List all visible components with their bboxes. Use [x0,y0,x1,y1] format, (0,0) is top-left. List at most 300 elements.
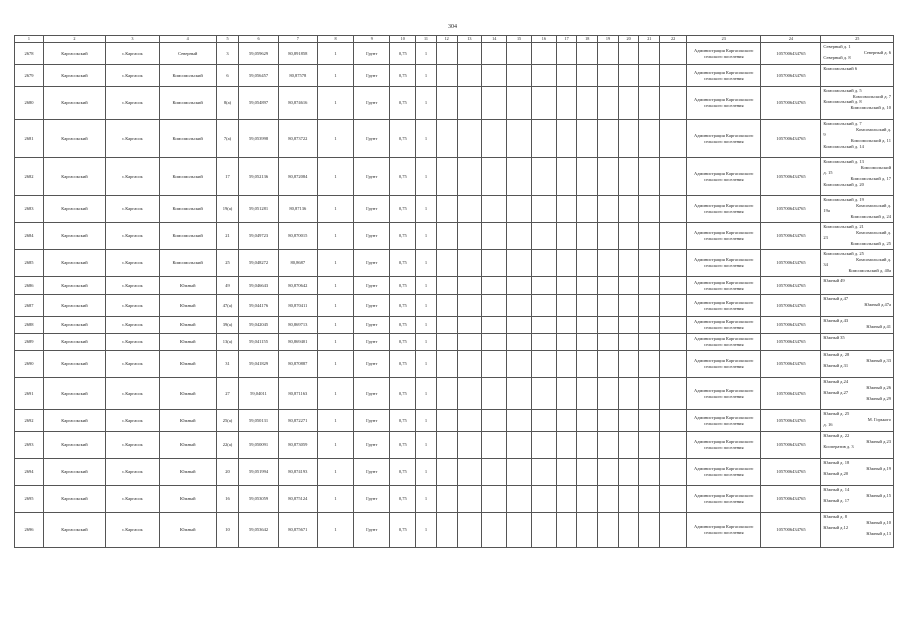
record-number: 2686 [15,277,44,295]
empty-cell [618,277,639,295]
empty-cell [436,317,457,334]
ogrn-cell: 1057006434765 [761,250,821,277]
empty-cell [436,410,457,432]
container-count-cell: 1 [416,378,437,410]
district-cell: Каргасокский [43,87,105,120]
empty-cell [482,410,507,432]
table-row [15,459,894,486]
empty-cell [531,223,556,250]
empty-cell [531,277,556,295]
served-addresses-cell [821,410,894,432]
owner-organization-cell: Администрация Каргасокского сельского поселения [687,334,761,351]
served-address: Южный д.24 [823,379,849,384]
quantity-cell: 1 [317,459,353,486]
record-number: 2691 [15,378,44,410]
ogrn-cell: 1057006434765 [761,196,821,223]
longitude-cell: 80,870015 [278,223,317,250]
served-address: 34 [823,262,828,268]
empty-cell [639,486,660,513]
longitude-cell: 80,872271 [278,410,317,432]
owner-organization-cell: Администрация Каргасокского сельского поселения [687,351,761,378]
district-cell: Каргасокский [43,43,105,65]
empty-cell [482,295,507,317]
empty-cell [436,196,457,223]
served-address: Южный д.47а [864,301,891,307]
longitude-cell: 80,873059 [278,432,317,459]
served-addresses-cell [821,196,894,223]
quantity-cell: 1 [317,87,353,120]
house-number-cell: 39(а) [216,317,239,334]
longitude-cell: 80,874616 [278,87,317,120]
area-cell: 0,75 [390,277,416,295]
empty-cell [457,317,482,334]
empty-cell [482,334,507,351]
longitude-cell: 80,87136 [278,196,317,223]
latitude-cell: 59,053642 [239,513,278,548]
ogrn-cell: 1057006434765 [761,486,821,513]
area-cell: 0,75 [390,65,416,87]
empty-cell [598,87,619,120]
quantity-cell: 1 [317,432,353,459]
served-address: Комсомольский д. 7 [823,121,862,126]
column-number-header: 24 [761,36,821,43]
empty-cell [660,158,687,196]
settlement-cell: с.Каргасок [106,410,160,432]
empty-cell [639,432,660,459]
ogrn-cell: 1057006434765 [761,317,821,334]
record-number: 2679 [15,65,44,87]
empty-cell [639,295,660,317]
quantity-cell: 1 [317,43,353,65]
empty-cell [618,459,639,486]
empty-cell [639,317,660,334]
empty-cell [618,317,639,334]
empty-cell [457,410,482,432]
container-count-cell: 1 [416,250,437,277]
owner-organization-cell: Администрация Каргасокского сельского поселения [687,87,761,120]
empty-cell [598,295,619,317]
house-number-cell: 47(а) [216,295,239,317]
empty-cell [531,432,556,459]
house-number-cell: 27 [216,378,239,410]
settlement-cell: с.Каргасок [106,459,160,486]
served-address: Северный д. 1 [823,44,851,49]
house-number-cell: 22(а) [216,432,239,459]
quantity-cell: 1 [317,486,353,513]
settlement-cell: с.Каргасок [106,158,160,196]
empty-cell [618,250,639,277]
empty-cell [577,196,598,223]
street-cell: Южный [159,295,216,317]
served-address: Южный д.20 [823,471,849,477]
owner-organization-cell: Администрация Каргасокского сельского поселения [687,459,761,486]
empty-cell [556,120,577,158]
empty-cell [531,295,556,317]
area-cell: 0,75 [390,334,416,351]
empty-cell [531,334,556,351]
street-cell: Комсомольский [159,87,216,120]
empty-cell [618,351,639,378]
house-number-cell: 16 [216,486,239,513]
container-count-cell: 1 [416,486,437,513]
column-number-header: 10 [390,36,416,43]
surface-type-cell: Грунт [354,120,390,158]
latitude-cell: 59,056457 [239,65,278,87]
street-cell: Комсомольский [159,65,216,87]
surface-type-cell: Грунт [354,277,390,295]
empty-cell [577,277,598,295]
street-cell: Комсомольский [159,120,216,158]
ogrn-cell: 1057006434765 [761,334,821,351]
empty-cell [577,65,598,87]
table-row [15,65,894,87]
empty-cell [436,87,457,120]
empty-cell [639,223,660,250]
column-number-header: 8 [317,36,353,43]
table-row [15,486,894,513]
house-number-cell: 17 [216,158,239,196]
area-cell: 0,75 [390,486,416,513]
column-number-header: 6 [239,36,278,43]
empty-cell [660,432,687,459]
served-address: Южный д. 25 [823,411,850,416]
empty-cell [660,334,687,351]
empty-cell [660,120,687,158]
empty-cell [618,410,639,432]
surface-type-cell: Грунт [354,410,390,432]
latitude-cell: 59,050091 [239,432,278,459]
empty-cell [531,410,556,432]
container-count-cell: 1 [416,223,437,250]
served-address: Южный д.31 [823,363,849,369]
empty-cell [436,43,457,65]
district-cell: Каргасокский [43,432,105,459]
table-row [15,432,894,459]
longitude-cell: 80,8687 [278,250,317,277]
empty-cell [507,378,532,410]
empty-cell [436,65,457,87]
empty-cell [556,277,577,295]
empty-cell [618,486,639,513]
empty-cell [598,317,619,334]
served-addresses-cell [821,486,894,513]
longitude-cell: 80,869713 [278,317,317,334]
owner-organization-cell: Администрация Каргасокского сельского поселения [687,317,761,334]
served-address: Комсомольский д. 17 [850,175,891,181]
served-address: Южный д. 17 [823,498,850,504]
container-count-cell: 1 [416,351,437,378]
empty-cell [482,223,507,250]
empty-cell [660,87,687,120]
empty-cell [436,486,457,513]
surface-type-cell: Грунт [354,459,390,486]
table-row [15,196,894,223]
house-number-cell: 25 [216,250,239,277]
record-number: 2690 [15,351,44,378]
column-number-header: 7 [278,36,317,43]
empty-cell [482,378,507,410]
empty-cell [482,87,507,120]
container-count-cell: 1 [416,196,437,223]
empty-cell [507,120,532,158]
empty-cell [436,250,457,277]
record-number: 2680 [15,87,44,120]
table-row [15,351,894,378]
served-address: Южный 49 [823,278,845,283]
empty-cell [660,43,687,65]
empty-cell [531,65,556,87]
house-number-cell: 10 [216,513,239,548]
area-cell: 0,75 [390,87,416,120]
empty-cell [598,65,619,87]
empty-cell [660,295,687,317]
street-cell: Южный [159,513,216,548]
owner-organization-cell: Администрация Каргасокского сельского поселения [687,486,761,513]
empty-cell [531,351,556,378]
empty-cell [598,277,619,295]
empty-cell [531,317,556,334]
served-address: Комсомольский д. 25 [823,251,864,256]
surface-type-cell: Грунт [354,295,390,317]
settlement-cell: с.Каргасок [106,334,160,351]
ogrn-cell: 1057006434765 [761,513,821,548]
house-number-cell: 13(а) [216,334,239,351]
column-number-header: 1 [15,36,44,43]
quantity-cell: 1 [317,65,353,87]
container-count-cell: 1 [416,459,437,486]
longitude-cell: 80,871163 [278,378,317,410]
empty-cell [618,65,639,87]
empty-cell [639,250,660,277]
record-number: 2684 [15,223,44,250]
empty-cell [531,513,556,548]
empty-cell [598,223,619,250]
registry-table [14,35,894,548]
latitude-cell: 59,04011 [239,378,278,410]
empty-cell [482,43,507,65]
street-cell: Южный [159,334,216,351]
served-address: Комсомольский д. 20 [823,181,864,187]
empty-cell [577,317,598,334]
table-row [15,250,894,277]
settlement-cell: с.Каргасок [106,295,160,317]
settlement-cell: с.Каргасок [106,196,160,223]
empty-cell [598,120,619,158]
record-number: 2694 [15,459,44,486]
served-addresses-cell [821,87,894,120]
settlement-cell: с.Каргасок [106,43,160,65]
district-cell: Каргасокский [43,295,105,317]
area-cell: 0,75 [390,432,416,459]
district-cell: Каргасокский [43,486,105,513]
district-cell: Каргасокский [43,65,105,87]
empty-cell [482,459,507,486]
empty-cell [618,432,639,459]
district-cell: Каргасокский [43,120,105,158]
empty-cell [598,410,619,432]
empty-cell [507,432,532,459]
district-cell: Каргасокский [43,317,105,334]
house-number-cell: 20 [216,459,239,486]
empty-cell [598,158,619,196]
empty-cell [436,432,457,459]
served-address: д. 15 [823,170,833,176]
served-address: Комсомольский д. 8 [823,99,862,105]
record-number: 2688 [15,317,44,334]
area-cell: 0,75 [390,410,416,432]
served-addresses-cell [821,317,894,334]
ogrn-cell: 1057006434765 [761,120,821,158]
empty-cell [436,223,457,250]
latitude-cell: 59,051281 [239,196,278,223]
column-number-header: 25 [821,36,894,43]
column-number-header: 19 [598,36,619,43]
served-addresses-cell [821,223,894,250]
empty-cell [531,378,556,410]
surface-type-cell: Грунт [354,378,390,410]
empty-cell [556,250,577,277]
empty-cell [639,158,660,196]
column-number-header: 23 [687,36,761,43]
empty-cell [507,223,532,250]
container-count-cell: 1 [416,295,437,317]
house-number-cell: 19(а) [216,196,239,223]
longitude-cell: 80,870411 [278,295,317,317]
house-number-cell: 31 [216,351,239,378]
record-number: 2682 [15,158,44,196]
container-count-cell: 1 [416,65,437,87]
container-count-cell: 1 [416,432,437,459]
area-cell: 0,75 [390,158,416,196]
area-cell: 0,75 [390,120,416,158]
table-row [15,87,894,120]
district-cell: Каргасокский [43,351,105,378]
served-address: Южный д.27 [823,390,849,396]
served-addresses-cell [821,65,894,87]
settlement-cell: с.Каргасок [106,432,160,459]
empty-cell [457,250,482,277]
owner-organization-cell: Администрация Каргасокского сельского поселения [687,223,761,250]
quantity-cell: 1 [317,120,353,158]
table-row [15,120,894,158]
house-number-cell: 49 [216,277,239,295]
ogrn-cell: 1057006434765 [761,351,821,378]
served-address: д. 16 [823,422,833,428]
empty-cell [577,486,598,513]
table-row [15,513,894,548]
empty-cell [660,317,687,334]
owner-organization-cell: Администрация Каргасокского сельского поселения [687,410,761,432]
empty-cell [598,351,619,378]
quantity-cell: 1 [317,317,353,334]
empty-cell [436,158,457,196]
area-cell: 0,75 [390,459,416,486]
empty-cell [556,459,577,486]
empty-cell [618,334,639,351]
latitude-cell: 59,054897 [239,87,278,120]
empty-cell [436,120,457,158]
empty-cell [482,351,507,378]
empty-cell [618,513,639,548]
empty-cell [507,250,532,277]
surface-type-cell: Грунт [354,158,390,196]
served-address: Комсомольский д. 24 [850,213,891,219]
served-addresses-cell [821,378,894,410]
owner-organization-cell: Администрация Каргасокского сельского поселения [687,196,761,223]
settlement-cell: с.Каргасок [106,351,160,378]
served-address: Комсомольский д. 11 [850,137,891,143]
empty-cell [507,43,532,65]
district-cell: Каргасокский [43,378,105,410]
street-cell: Северный [159,43,216,65]
column-number-header: 5 [216,36,239,43]
empty-cell [531,158,556,196]
empty-cell [660,250,687,277]
district-cell: Каргасокский [43,277,105,295]
served-addresses-cell [821,432,894,459]
surface-type-cell: Грунт [354,513,390,548]
empty-cell [639,277,660,295]
quantity-cell: 1 [317,351,353,378]
settlement-cell: с.Каргасок [106,87,160,120]
table-row [15,158,894,196]
empty-cell [482,486,507,513]
served-address: Южный д.15 [866,492,891,498]
empty-cell [457,486,482,513]
ogrn-cell: 1057006434765 [761,87,821,120]
empty-cell [436,295,457,317]
empty-cell [507,65,532,87]
empty-cell [507,87,532,120]
served-address: 19а [823,208,830,214]
table-row [15,43,894,65]
record-number: 2689 [15,334,44,351]
empty-cell [639,378,660,410]
street-cell: Южный [159,410,216,432]
record-number: 2683 [15,196,44,223]
column-number-header: 2 [43,36,105,43]
empty-cell [598,196,619,223]
empty-cell [482,120,507,158]
surface-type-cell: Грунт [354,87,390,120]
surface-type-cell: Грунт [354,334,390,351]
empty-cell [457,459,482,486]
empty-cell [482,65,507,87]
street-cell: Комсомольский [159,250,216,277]
owner-organization-cell: Администрация Каргасокского сельского поселения [687,250,761,277]
house-number-cell: 6 [216,65,239,87]
empty-cell [556,317,577,334]
empty-cell [598,334,619,351]
longitude-cell: 80,870642 [278,277,317,295]
container-count-cell: 1 [416,410,437,432]
served-address: Комсомольский д. [856,202,891,208]
served-address: Кооператив д. 3 [823,444,854,450]
street-cell: Комсомольский [159,196,216,223]
empty-cell [457,43,482,65]
empty-cell [457,334,482,351]
longitude-cell: 80,891858 [278,43,317,65]
served-addresses-cell [821,158,894,196]
served-address: Комсомольский [860,164,891,170]
empty-cell [577,120,598,158]
ogrn-cell: 1057006434765 [761,43,821,65]
column-number-header: 17 [556,36,577,43]
district-cell: Каргасокский [43,196,105,223]
latitude-cell: 59,049723 [239,223,278,250]
ogrn-cell: 1057006434765 [761,295,821,317]
longitude-cell: 80,875124 [278,486,317,513]
